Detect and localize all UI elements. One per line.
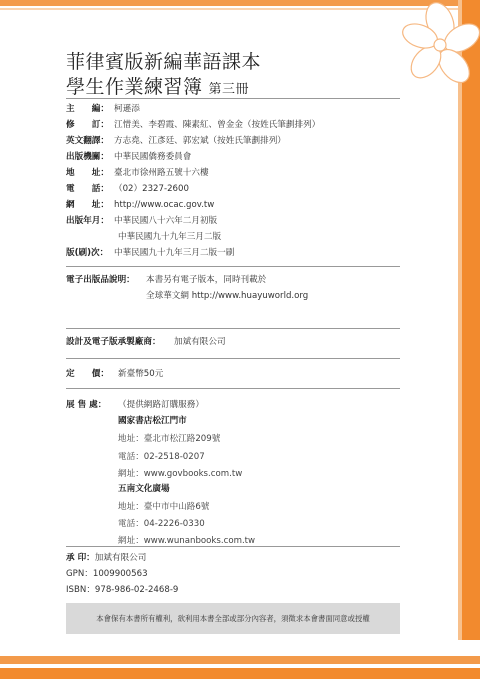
- book-subtitle: [66, 72, 249, 99]
- book-title: 菲律賓版新編華語課本: [66, 51, 262, 73]
- credit-row: [66, 135, 286, 148]
- reprint-label: 版(刷)次：: [66, 248, 109, 258]
- credit-label: 英文翻譯：: [66, 136, 109, 146]
- credit-row: [66, 199, 214, 212]
- divider: [66, 358, 400, 359]
- store-phone: 電話：04-2226-0330: [118, 519, 205, 529]
- copyright-text: 本會保有本書所有權利，欲利用本書全部或部分內容者，須徵求本會書面同意或授權: [96, 614, 370, 623]
- store-address: 地址：臺北市松江路209號: [118, 434, 221, 444]
- store-name: 五南文化廣場: [118, 484, 170, 494]
- bottom-orange-bar: [0, 668, 480, 679]
- reprint-value: 中華民國九十九年三月二版一刷: [114, 248, 235, 258]
- edition-label: 電子出版品說明：: [66, 275, 135, 285]
- credit-label: 主 編：: [66, 104, 109, 114]
- store-phone: 電話：02-2518-0207: [118, 452, 205, 462]
- right-orange-bar: [462, 0, 480, 640]
- credit-value: 臺北市徐州路五號十六樓: [114, 168, 209, 178]
- credit-value: （02）2327-2600: [114, 184, 189, 194]
- credit-label: 出版年月：: [66, 216, 109, 226]
- credit-value: 中華民國八十六年二月初版: [114, 216, 218, 226]
- copyright-notice: [66, 603, 400, 634]
- credit-row: [66, 119, 320, 132]
- credit-value: 柯遜添: [114, 104, 140, 114]
- printer-value: 加斌有限公司: [94, 553, 147, 563]
- design-value: 加斌有限公司: [174, 337, 226, 347]
- store-address: 地址：臺中市中山路6號: [118, 502, 210, 512]
- bottom-orange-stripe: [0, 656, 480, 664]
- price-value: 新臺幣50元: [118, 369, 164, 379]
- volume-label: 第三冊: [208, 82, 250, 97]
- credit-label: 網 址：: [66, 200, 109, 210]
- store-website[interactable]: 網址：www.wunanbooks.com.tw: [118, 536, 256, 546]
- credit-label: 電 話：: [66, 184, 109, 194]
- distribution-note: （提供網路訂購服務）: [118, 400, 204, 410]
- divider: [66, 546, 400, 547]
- divider: [66, 266, 400, 267]
- design-label: 設計及電子版承製廠商：: [66, 337, 161, 347]
- flower-decoration-icon: [390, 0, 480, 96]
- gpn: GPN：1009900563: [66, 569, 148, 579]
- credit-value: 方志堯、江彥廷、郭宏斌（按姓氏筆劃排列）: [114, 136, 286, 146]
- credit-row: [66, 103, 140, 116]
- credit-value: 中華民國僑務委員會: [114, 152, 192, 162]
- credit-row: [66, 183, 189, 196]
- store-website[interactable]: 網址：www.govbooks.com.tw: [118, 469, 243, 479]
- second-edition-date: 中華民國九十九年三月二版: [118, 232, 222, 242]
- credit-row: [66, 151, 191, 164]
- credit-label: 出版機關：: [66, 152, 109, 162]
- divider: [66, 98, 400, 99]
- divider: [66, 388, 400, 389]
- edition-note: 本書另有電子版本，同時刊載於: [146, 275, 267, 285]
- printer-label: 承 印：: [66, 553, 95, 563]
- credit-row: [66, 167, 209, 180]
- distribution-label: 展 售 處：: [66, 400, 107, 410]
- divider: [66, 328, 400, 329]
- printer-row: [66, 551, 146, 563]
- isbn: ISBN：978-986-02-2468-9: [66, 585, 179, 595]
- credit-row: [66, 215, 217, 228]
- credit-value: http://www.ocac.gov.tw: [114, 200, 215, 210]
- edition-website[interactable]: 全球華文網 http://www.huayuworld.org: [146, 291, 309, 301]
- credit-label: 修 訂：: [66, 120, 109, 130]
- price-label: 定 價：: [66, 369, 109, 379]
- subtitle-text: 學生作業練習簿: [66, 76, 203, 98]
- credit-value: 江惜美、李碧霞、陳素紅、曾金金（按姓氏筆劃排列）: [114, 120, 321, 130]
- reprint-row: [66, 247, 234, 260]
- credit-label: 地 址：: [66, 168, 109, 178]
- store-name: 國家書店松江門市: [118, 416, 187, 426]
